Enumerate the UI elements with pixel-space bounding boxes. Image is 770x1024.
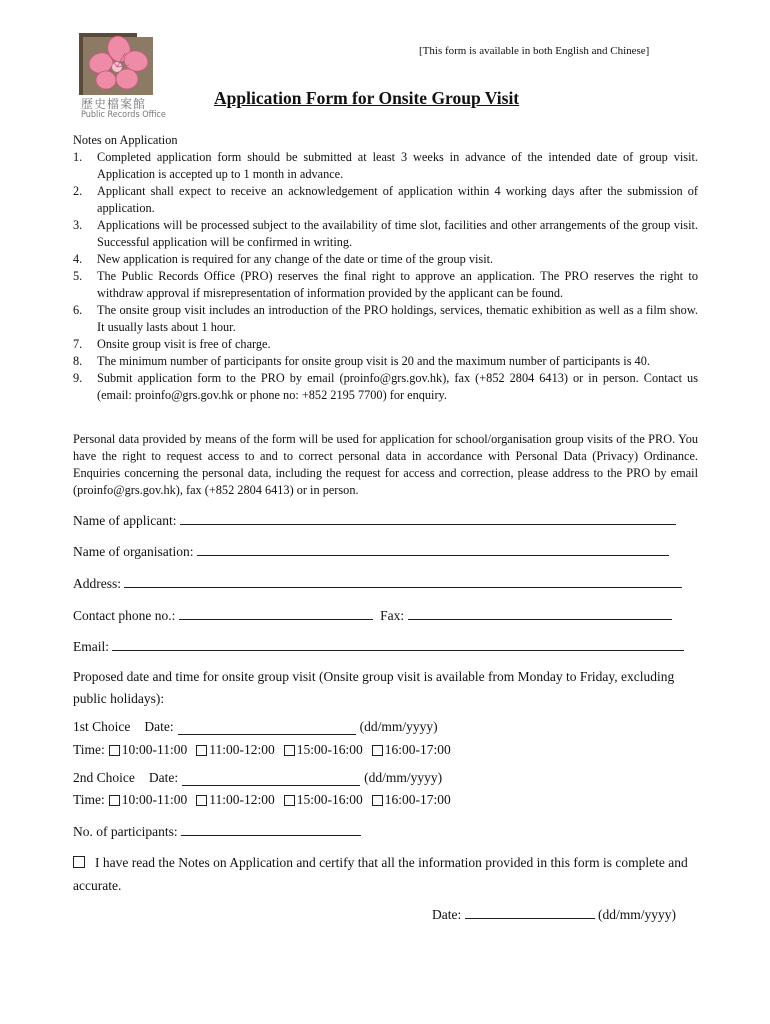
first-choice-date-row (73, 719, 438, 735)
phone-field[interactable] (179, 605, 373, 620)
time-slot-option[interactable]: 16:00-17:00 (372, 742, 451, 758)
note-item: 5. The Public Records Office (PRO) reserves the final right to approve an application. The PRO reserves the right to withdraw approval if misrepresentation of information provided by the applicant can be found. (73, 269, 698, 300)
first-choice-date-field[interactable] (178, 720, 356, 735)
address-field[interactable] (124, 573, 682, 588)
note-item: 3. Applications will be processed subject to the availability of time slot, facilities and other arrangements of the group visit. Successful application will be confirmed in writing. (73, 218, 698, 249)
second-choice-date-row (73, 770, 442, 786)
time-label: Time: (73, 742, 105, 757)
logo-english-text: Public Records Office (81, 110, 166, 120)
email-field[interactable] (112, 636, 684, 651)
time-slot-option[interactable]: 15:00-16:00 (284, 742, 363, 758)
certify-checkbox[interactable] (73, 856, 85, 868)
date-format-hint: (dd/mm/yyyy) (359, 719, 438, 734)
date-label: Date: (144, 719, 174, 734)
checkbox[interactable] (284, 745, 295, 756)
phone-label: Contact phone no.: (73, 608, 176, 623)
time-slot-option[interactable]: 10:00-11:00 (109, 742, 188, 758)
time-slot-option[interactable]: 11:00-12:00 (196, 792, 275, 808)
second-choice-date-field[interactable] (182, 771, 360, 786)
certification-statement (73, 851, 698, 897)
time-slot-option[interactable]: 10:00-11:00 (109, 792, 188, 808)
logo-chinese-text: 歷史檔案館 (81, 97, 147, 111)
time-slot-option[interactable]: 11:00-12:00 (196, 742, 275, 758)
page-title: Application Form for Onsite Group Visit (214, 88, 520, 108)
note-item: 2. Applicant shall expect to receive an acknowledgement of application within 4 working days after the submission of application. (73, 184, 698, 215)
availability-note: [This form is available in both English and Chinese] (419, 45, 650, 57)
sign-date-label: Date: (432, 907, 462, 922)
organisation-field[interactable] (197, 541, 669, 556)
phone-fax-row (73, 605, 672, 624)
first-choice-time-row (73, 742, 460, 758)
checkbox[interactable] (372, 795, 383, 806)
time-label: Time: (73, 792, 105, 807)
note-item: 4. New application is required for any change of the date or time of the group visit. (73, 252, 494, 266)
sign-date-field[interactable] (465, 904, 595, 919)
signature-date-row (432, 904, 676, 923)
applicant-label: Name of applicant: (73, 513, 177, 528)
second-choice-label: 2nd Choice (73, 770, 135, 785)
participants-row (73, 821, 361, 840)
checkbox[interactable] (372, 745, 383, 756)
organisation-label: Name of organisation: (73, 544, 194, 559)
date-label: Date: (148, 770, 179, 785)
notes-heading: Notes on Application (73, 133, 178, 147)
note-item: 9. Submit application form to the PRO by email (proinfo@grs.gov.hk), fax (+852 2804 6413) or in person. Contact us (email: proinfo@grs.gov.hk or phone no: +852 2195 7700) for enquiry. (73, 371, 698, 402)
address-label: Address: (73, 576, 121, 591)
time-slot-option[interactable]: 16:00-17:00 (372, 792, 451, 808)
time-slot-option[interactable]: 15:00-16:00 (284, 792, 363, 808)
note-item: 8. The minimum number of participants for onsite group visit is 20 and the maximum number of participants is 40. (73, 354, 650, 368)
note-item: 6. The onsite group visit includes an introduction of the PRO holdings, services, thematic exhibition as well as a film show. It usually lasts about 1 hour. (73, 303, 698, 334)
sign-date-format-hint: (dd/mm/yyyy) (598, 907, 676, 922)
applicant-row (73, 510, 676, 529)
email-row (73, 636, 684, 655)
notes-section (73, 132, 698, 404)
participants-field[interactable] (181, 821, 361, 836)
note-item: 1. Completed application form should be submitted at least 3 weeks in advance of the intended date of group visit. Application is accepted up to 1 month in advance. (73, 150, 698, 181)
notes-list (73, 149, 698, 404)
address-row (73, 573, 682, 592)
bauhinia-flower-icon (79, 33, 159, 95)
certify-text: I have read the Notes on Application and certify that all the information provided in this form is complete and accurate. (73, 855, 688, 893)
checkbox[interactable] (109, 795, 120, 806)
note-item: 7. Onsite group visit is free of charge. (73, 337, 271, 351)
first-choice-label: 1st Choice (73, 719, 131, 734)
privacy-statement: Personal data provided by means of the form will be used for application for school/organisation group visits of the PRO. You have the right to request access to and to correct personal data in accordance with Personal Data (Privacy) Ordinance. Enquiries concerning the personal data, including the request for access and correction, please address to the PRO by email (proinfo@grs.gov.hk), fax (+852 2804 6413) or in person. (73, 432, 698, 497)
fax-label: Fax: (380, 608, 405, 623)
checkbox[interactable] (109, 745, 120, 756)
second-choice-time-row (73, 792, 460, 808)
checkbox[interactable] (196, 745, 207, 756)
proposed-date-instructions: Proposed date and time for onsite group visit (Onsite group visit is available from Monday to Friday, excluding public holidays): (73, 669, 675, 706)
checkbox[interactable] (196, 795, 207, 806)
applicant-field[interactable] (180, 510, 676, 525)
fax-field[interactable] (408, 605, 672, 620)
organisation-row (73, 541, 669, 560)
participants-label: No. of participants: (73, 824, 178, 839)
email-label: Email: (73, 639, 109, 654)
checkbox[interactable] (284, 795, 295, 806)
date-format-hint: (dd/mm/yyyy) (364, 770, 443, 785)
